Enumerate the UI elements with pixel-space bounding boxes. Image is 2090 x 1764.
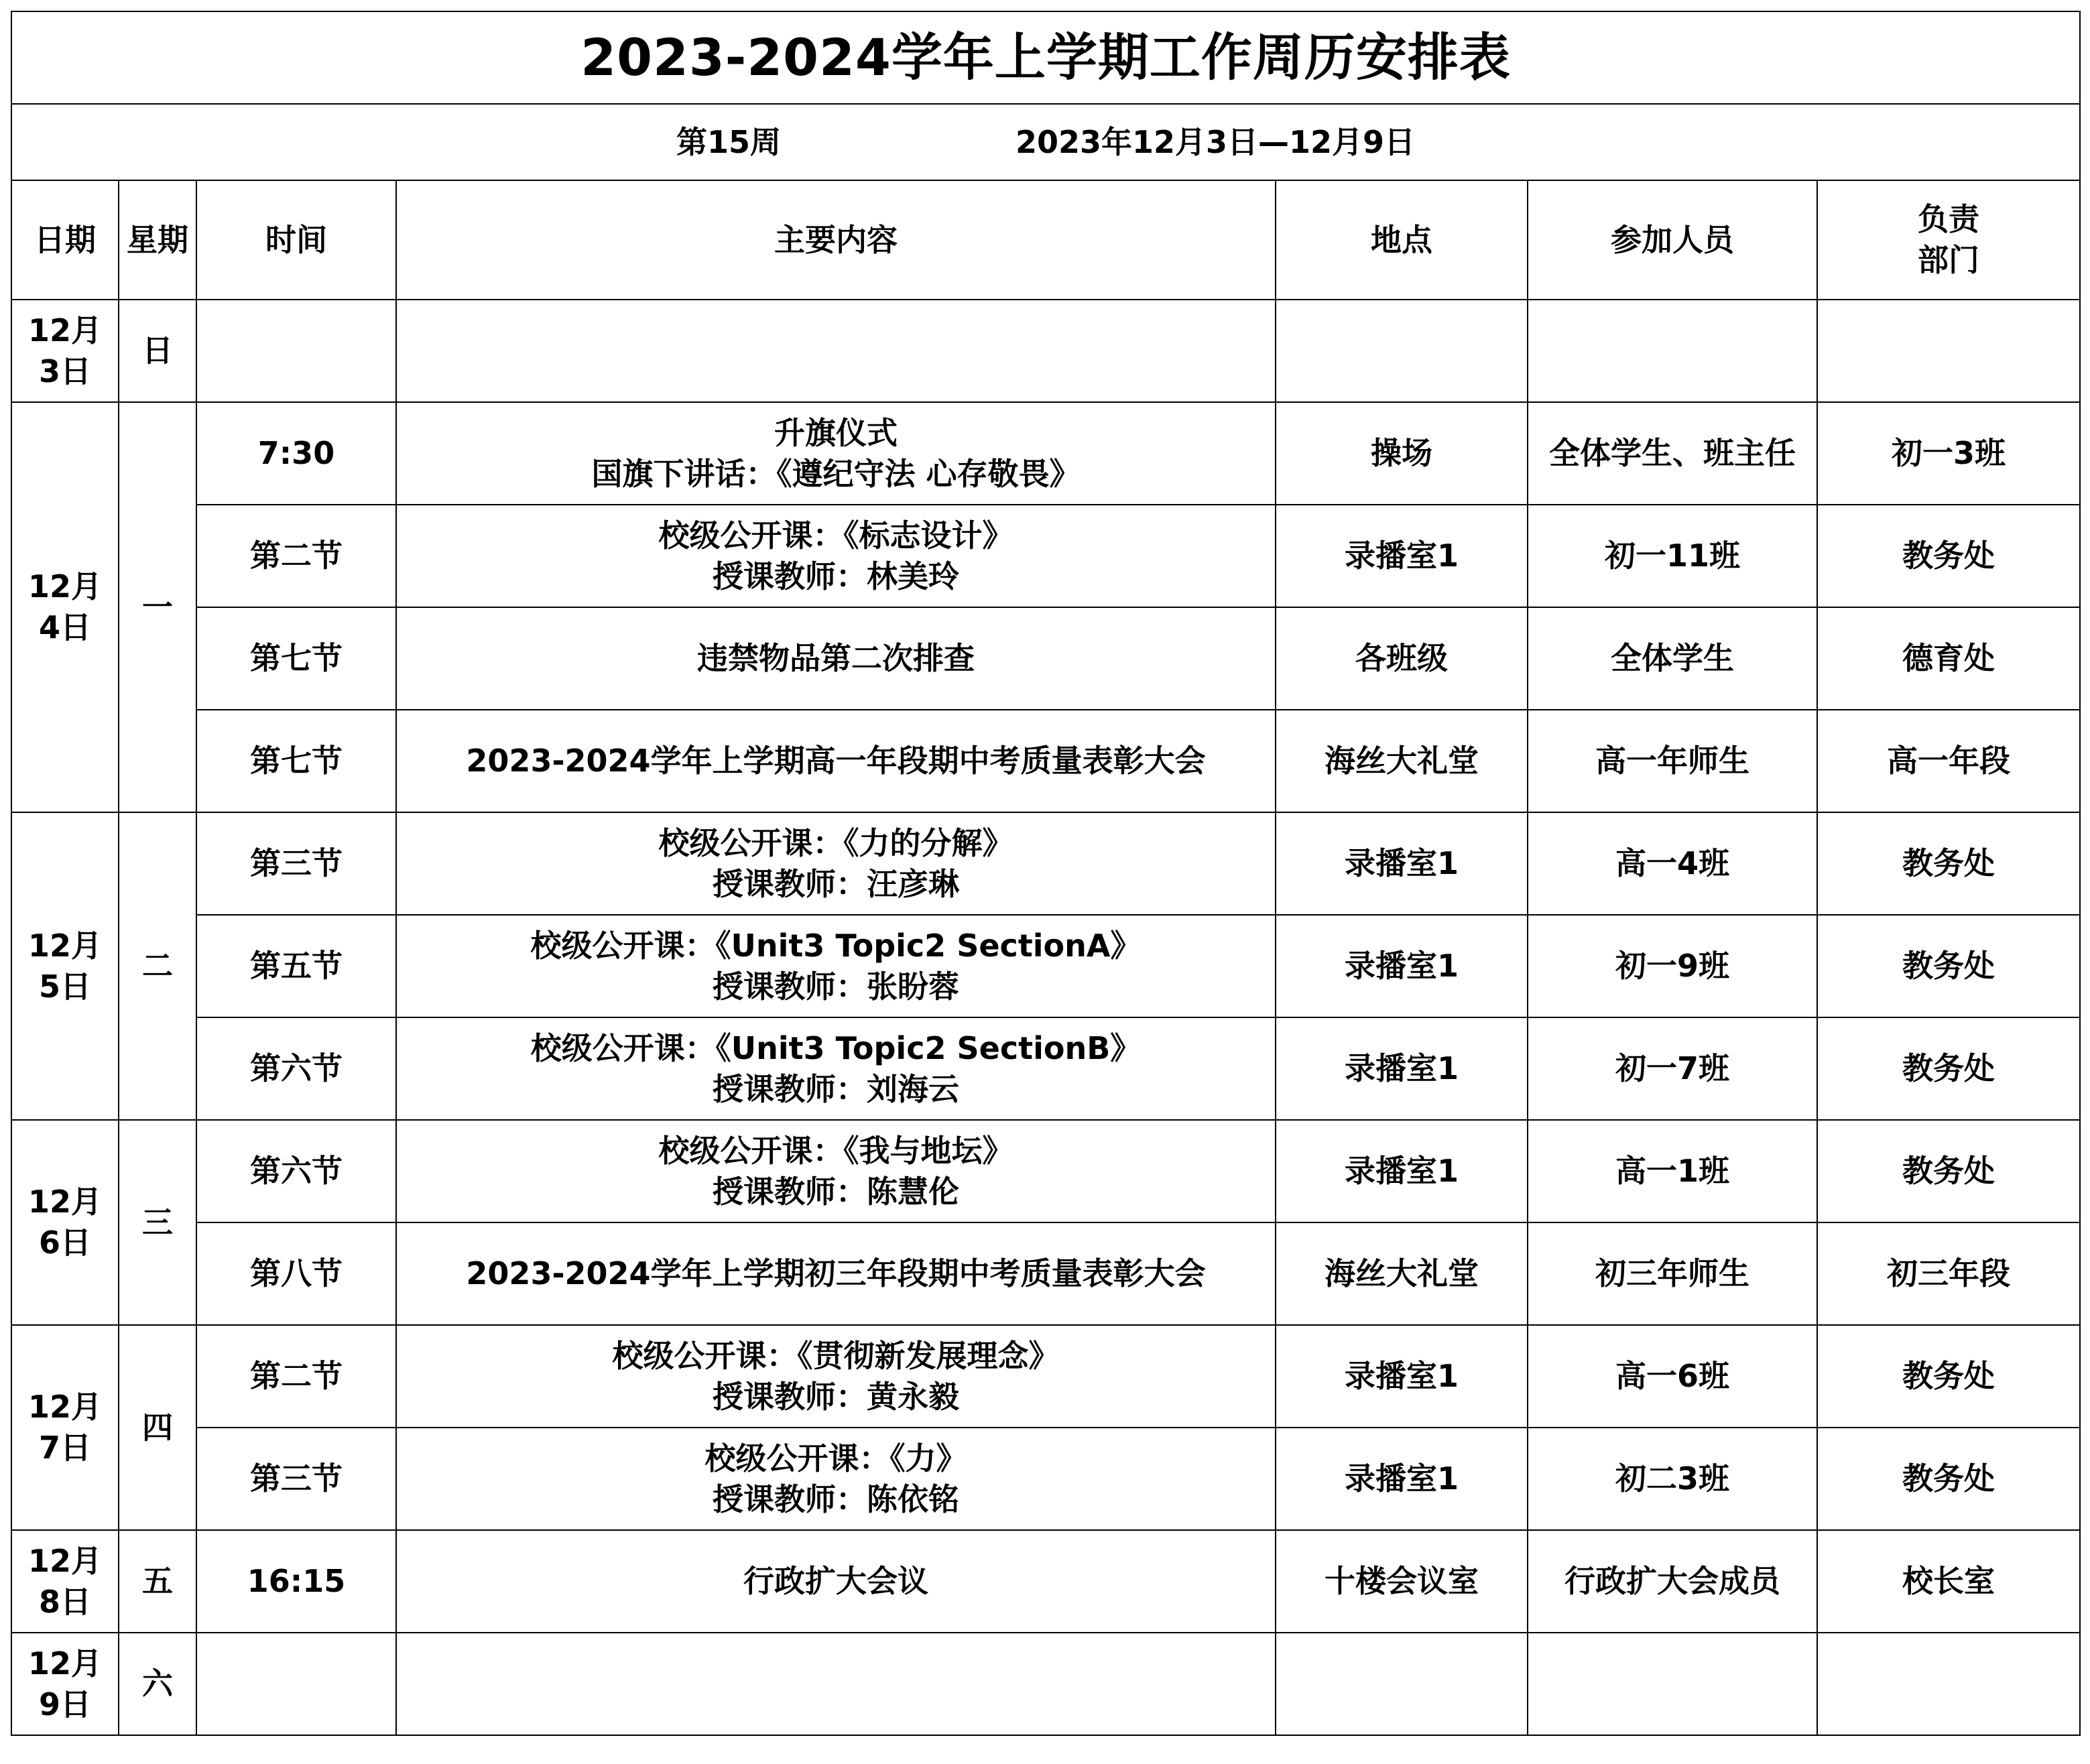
content-line: 违禁物品第二次排查 (697, 640, 975, 677)
content-line: 升旗仪式 (774, 414, 898, 451)
content-line: 校级公开课：《力》 (704, 1440, 967, 1476)
time-cell: 7:30 (196, 402, 396, 505)
content-line: 授课教师：张盼蓉 (713, 968, 959, 1005)
participants-cell (1528, 300, 1817, 402)
header-participants: 参加人员 (1528, 180, 1817, 300)
title-row (11, 11, 2080, 104)
date-cell (11, 1633, 119, 1735)
content-cell (396, 1017, 1276, 1120)
place-cell: 各班级 (1276, 607, 1528, 710)
content-line: 校级公开课：《Unit3 Topic2 SectionB》 (530, 1029, 1142, 1066)
table-row (11, 1120, 2080, 1222)
content-line: 校级公开课：《贯彻新发展理念》 (612, 1337, 1060, 1374)
content-line: 校级公开课：《标志设计》 (658, 517, 1013, 554)
place-cell: 录播室1 (1276, 505, 1528, 607)
time-cell: 第八节 (196, 1222, 396, 1325)
participants-cell: 初三年师生 (1528, 1222, 1817, 1325)
date-cell (11, 402, 119, 812)
content-cell (396, 812, 1276, 915)
time-cell: 16:15 (196, 1530, 396, 1633)
header-dept-line2: 部门 (1918, 242, 1980, 278)
place-cell: 海丝大礼堂 (1276, 710, 1528, 812)
date-month: 12月 (27, 927, 102, 964)
participants-cell: 初一9班 (1528, 915, 1817, 1017)
place-cell: 海丝大礼堂 (1276, 1222, 1528, 1325)
date-day: 6日 (38, 1224, 91, 1261)
content-line: 授课教师：林美玲 (713, 558, 959, 594)
weekday-cell: 一 (119, 402, 196, 812)
table-row (11, 1633, 2080, 1735)
header-dept (1817, 180, 2080, 300)
schedule-table (11, 11, 2081, 1736)
place-cell (1276, 1633, 1528, 1735)
dept-cell (1817, 300, 2080, 402)
content-cell (396, 1222, 1276, 1325)
participants-cell: 高一4班 (1528, 812, 1817, 915)
weekday-cell: 三 (119, 1120, 196, 1325)
participants-cell: 高一年师生 (1528, 710, 1817, 812)
header-date: 日期 (11, 180, 119, 300)
content-line: 授课教师：黄永毅 (713, 1378, 959, 1415)
participants-cell: 初二3班 (1528, 1428, 1817, 1530)
time-cell: 第五节 (196, 915, 396, 1017)
table-row (11, 1428, 2080, 1530)
table-row (11, 1325, 2080, 1428)
place-cell: 录播室1 (1276, 812, 1528, 915)
time-cell (196, 300, 396, 402)
sheet-bottom-margin (11, 1753, 2079, 1764)
content-cell (396, 915, 1276, 1017)
weekday-cell: 日 (119, 300, 196, 402)
content-cell (396, 1633, 1276, 1735)
time-cell: 第七节 (196, 710, 396, 812)
participants-cell: 初一7班 (1528, 1017, 1817, 1120)
content-cell (396, 300, 1276, 402)
dept-cell: 德育处 (1817, 607, 2080, 710)
content-cell (396, 402, 1276, 505)
time-cell: 第七节 (196, 607, 396, 710)
table-row (11, 402, 2080, 505)
time-cell: 第六节 (196, 1017, 396, 1120)
dept-cell: 校长室 (1817, 1530, 2080, 1633)
week-row (11, 104, 2080, 180)
table-row (11, 505, 2080, 607)
date-month: 12月 (27, 1389, 102, 1426)
weekday-cell: 二 (119, 812, 196, 1120)
time-cell: 第三节 (196, 812, 396, 915)
dept-cell: 教务处 (1817, 915, 2080, 1017)
participants-cell: 高一1班 (1528, 1120, 1817, 1222)
dept-cell: 初三年段 (1817, 1222, 2080, 1325)
place-cell: 录播室1 (1276, 1325, 1528, 1428)
date-day: 7日 (38, 1430, 91, 1466)
table-row (11, 1530, 2080, 1633)
content-line: 授课教师：汪彦琳 (713, 865, 959, 902)
content-line: 授课教师：陈依铭 (713, 1480, 959, 1517)
dept-cell: 教务处 (1817, 1017, 2080, 1120)
content-cell (396, 710, 1276, 812)
date-cell (11, 812, 119, 1120)
date-day: 3日 (38, 353, 91, 389)
content-cell (396, 505, 1276, 607)
dept-cell: 初一3班 (1817, 402, 2080, 505)
time-cell: 第六节 (196, 1120, 396, 1222)
header-content: 主要内容 (396, 180, 1276, 300)
schedule-body (11, 11, 2080, 1735)
participants-cell: 全体学生、班主任 (1528, 402, 1817, 505)
dept-cell: 教务处 (1817, 1428, 2080, 1530)
date-month: 12月 (27, 1184, 102, 1220)
content-line: 授课教师：陈慧伦 (713, 1173, 959, 1210)
date-cell (11, 1530, 119, 1633)
date-month: 12月 (27, 1645, 102, 1682)
place-cell: 录播室1 (1276, 1017, 1528, 1120)
table-row (11, 915, 2080, 1017)
header-weekday: 星期 (119, 180, 196, 300)
participants-cell: 高一6班 (1528, 1325, 1817, 1428)
date-cell (11, 1120, 119, 1325)
date-day: 9日 (38, 1686, 91, 1722)
week-range: 2023年12月3日—12月9日 (1016, 123, 1416, 160)
weekday-cell: 五 (119, 1530, 196, 1633)
content-cell (396, 1120, 1276, 1222)
dept-cell: 教务处 (1817, 505, 2080, 607)
dept-cell (1817, 1633, 2080, 1735)
place-cell: 录播室1 (1276, 915, 1528, 1017)
dept-cell: 高一年段 (1817, 710, 2080, 812)
weekday-cell: 六 (119, 1633, 196, 1735)
time-cell: 第二节 (196, 505, 396, 607)
content-line: 校级公开课：《我与地坛》 (658, 1132, 1013, 1169)
date-month: 12月 (27, 1542, 102, 1579)
participants-cell: 行政扩大会成员 (1528, 1530, 1817, 1633)
participants-cell: 初一11班 (1528, 505, 1817, 607)
content-line: 2023-2024学年上学期高一年段期中考质量表彰大会 (466, 743, 1206, 779)
content-line: 国旗下讲话：《遵纪守法 心存敬畏》 (591, 455, 1081, 492)
header-row (11, 180, 2080, 300)
participants-cell (1528, 1633, 1817, 1735)
content-line: 授课教师：刘海云 (713, 1070, 959, 1107)
dept-cell: 教务处 (1817, 812, 2080, 915)
date-day: 8日 (38, 1583, 91, 1620)
table-row (11, 607, 2080, 710)
content-cell (396, 1530, 1276, 1633)
header-place: 地点 (1276, 180, 1528, 300)
table-row (11, 1222, 2080, 1325)
table-row (11, 710, 2080, 812)
content-line: 校级公开课：《力的分解》 (658, 824, 1013, 861)
weekday-cell: 四 (119, 1325, 196, 1530)
dept-cell: 教务处 (1817, 1325, 2080, 1428)
place-cell: 录播室1 (1276, 1120, 1528, 1222)
content-cell (396, 1325, 1276, 1428)
date-cell (11, 300, 119, 402)
content-line: 校级公开课：《Unit3 Topic2 SectionA》 (530, 927, 1142, 964)
table-row (11, 1017, 2080, 1120)
date-day: 5日 (38, 968, 91, 1005)
date-month: 12月 (27, 568, 102, 605)
date-day: 4日 (38, 609, 91, 645)
place-cell (1276, 300, 1528, 402)
content-cell (396, 607, 1276, 710)
content-cell (396, 1428, 1276, 1530)
place-cell: 录播室1 (1276, 1428, 1528, 1530)
page-title: 2023-2024学年上学期工作周历安排表 (11, 11, 2080, 104)
header-dept-line1: 负责 (1918, 201, 1980, 238)
date-month: 12月 (27, 312, 102, 349)
time-cell (196, 1633, 396, 1735)
place-cell: 操场 (1276, 402, 1528, 505)
place-cell: 十楼会议室 (1276, 1530, 1528, 1633)
date-cell (11, 1325, 119, 1530)
week-number: 第15周 (676, 123, 781, 160)
dept-cell: 教务处 (1817, 1120, 2080, 1222)
week-info (11, 104, 2080, 180)
time-cell: 第三节 (196, 1428, 396, 1530)
time-cell: 第二节 (196, 1325, 396, 1428)
table-row (11, 300, 2080, 402)
header-time: 时间 (196, 180, 396, 300)
content-line: 行政扩大会议 (743, 1563, 928, 1600)
content-line: 2023-2024学年上学期初三年段期中考质量表彰大会 (466, 1255, 1206, 1292)
table-row (11, 812, 2080, 915)
participants-cell: 全体学生 (1528, 607, 1817, 710)
